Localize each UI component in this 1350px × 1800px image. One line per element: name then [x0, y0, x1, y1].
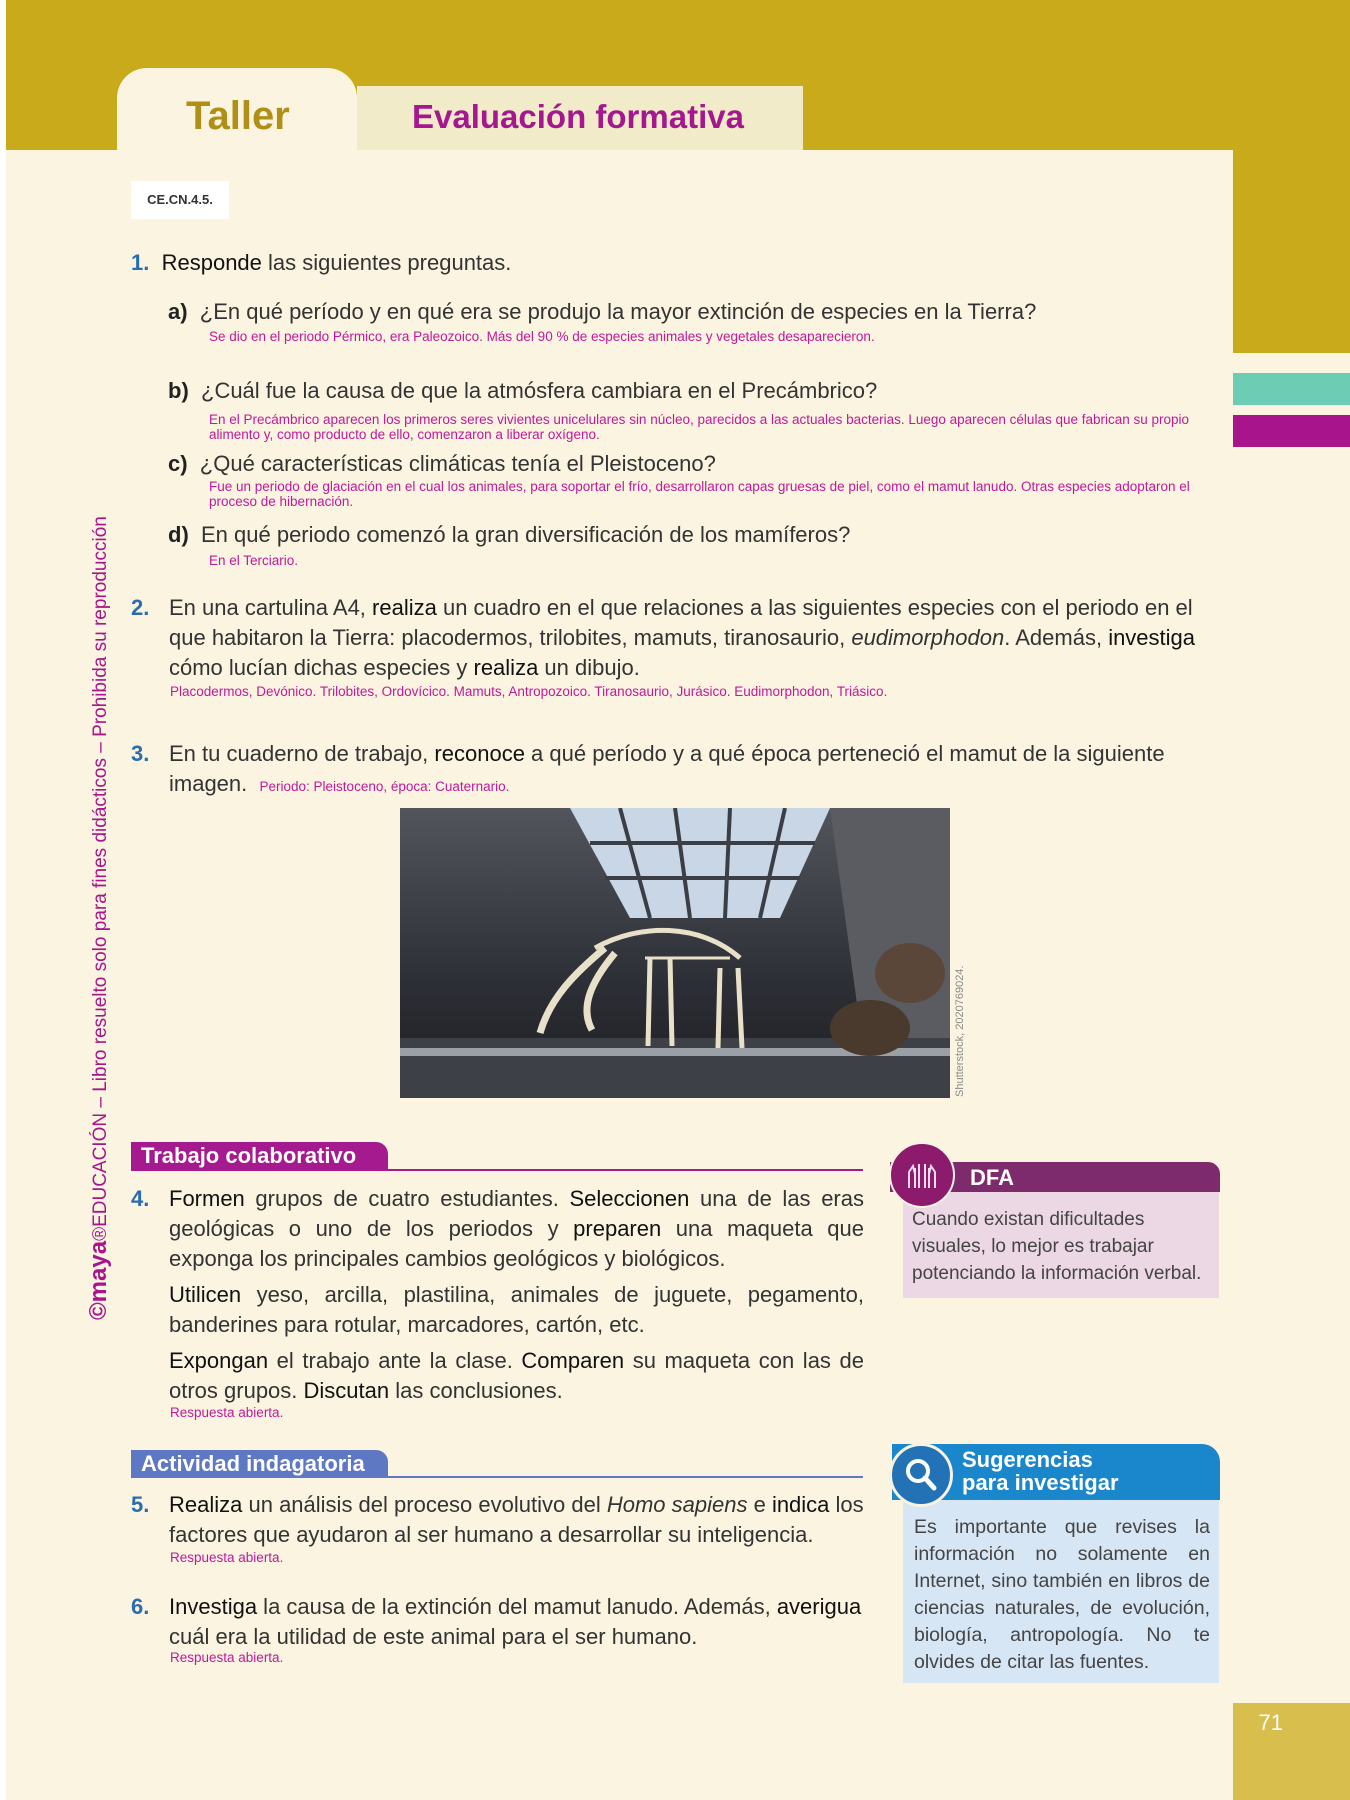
sugerencias-text: Es importante que revises la información no solamente en Internet, sino también en libros de ciencias naturales, de evolución, biología, antropología. No te olvides de citar las fuentes. [914, 1516, 1210, 1673]
magnifier-icon [889, 1443, 953, 1507]
tab-taller-label: Taller [186, 94, 290, 138]
sub-question: En qué periodo comenzó la gran diversificación de los mamíferos? [201, 522, 851, 547]
sugerencias-title-line2: para investigar [962, 1470, 1119, 1495]
q5-text: e [747, 1492, 772, 1517]
mammoth-photo [400, 808, 950, 1098]
question-number: 5. [131, 1492, 150, 1517]
question-1b [168, 376, 1068, 406]
section-indag-line [131, 1476, 863, 1478]
action-verb: Seleccionen [569, 1186, 690, 1211]
question-1a [168, 297, 1068, 327]
action-verb: Utilicen [169, 1282, 242, 1307]
photo-credit: Shutterstock, 2020769024. [954, 965, 966, 1097]
page-number: 71 [1258, 1710, 1283, 1735]
answer-1d: En el Terciario. [209, 553, 299, 568]
action-verb: averigua [776, 1594, 862, 1619]
q4-text: las conclusiones. [389, 1378, 563, 1403]
q4-text: el trabajo ante la clase. [268, 1348, 522, 1373]
sub-label: b) [168, 378, 189, 403]
question-4-p2 [169, 1280, 864, 1340]
question-number: 3. [131, 741, 150, 766]
sub-label: c) [168, 451, 188, 476]
q2-text-4: cómo lucían dichas especies y [169, 655, 474, 680]
brand-logo-text: ©maya [85, 1240, 112, 1320]
sub-question: ¿En qué período y en qué era se produjo la mayor extinción de especies en la Tierra? [199, 299, 1037, 324]
question-number: 4. [131, 1186, 150, 1211]
skylight [570, 808, 830, 918]
question-5 [169, 1490, 869, 1550]
q4-text: grupos de cuatro estudiantes. [244, 1186, 570, 1211]
question-6 [169, 1592, 869, 1652]
question-1d [168, 520, 1068, 550]
sub-question: ¿Cuál fue la causa de que la atmósfera cambiara en el Precámbrico? [201, 378, 878, 403]
action-verb: Realiza [169, 1492, 243, 1517]
section-indag-bar: Actividad indagatoria [131, 1450, 388, 1478]
q5-text: un análisis del proceso evolutivo del [242, 1492, 607, 1517]
tab-evaluacion [357, 86, 803, 150]
section-collab-line [131, 1169, 863, 1171]
species-name: Homo sapiens [606, 1492, 748, 1517]
q2-text-1: En una cartulina A4, [169, 595, 373, 620]
teal-tab-marker [1233, 373, 1350, 405]
dfa-text: Cuando existan dificultades visuales, lo mejor es trabajar potenciando la información verbal. [912, 1209, 1202, 1284]
action-verb: Responde [161, 250, 262, 275]
answer-1b: En el Precámbrico aparecen los primeros seres vivientes unicelulares sin núcleo, parecidos a las actuales bacterias. Luego aparecen células que fabrican su propio alimento y, como producto de ello, comenzaron a liberar oxígeno. [209, 412, 1190, 442]
species-name: eudimorphodon [851, 625, 1005, 650]
action-verb: Expongan [169, 1348, 269, 1373]
sub-label: a) [168, 299, 188, 324]
action-verb: realiza [473, 655, 539, 680]
question-2 [169, 593, 1209, 683]
action-verb: Investiga [169, 1594, 258, 1619]
q3-text-1: En tu cuaderno de trabajo, [169, 741, 435, 766]
answer-3: Periodo: Pleistoceno, época: Cuaternario. [259, 779, 510, 794]
q4-text: una de las eras geológicas o uno de los periodos y [169, 1186, 864, 1241]
q6-text: la causa de la extinción del mamut lanudo. Además, [257, 1594, 777, 1619]
dfa-title: DFA [970, 1165, 1014, 1190]
hands-icon [889, 1142, 955, 1208]
q4-text: una maqueta que exponga los principales cambios geológicos y biológicos. [169, 1216, 864, 1271]
question-1c [168, 449, 1068, 479]
q4-text: yeso, arcilla, plastilina, animales de juguete, pegamento, banderines para rotular, marcadores, cartón, etc. [169, 1282, 864, 1337]
question-number: 2. [131, 595, 150, 620]
tab-evaluacion-label: Evaluación formativa [412, 98, 744, 135]
question-1 [131, 248, 1031, 278]
mammoth-model-2 [875, 943, 945, 1003]
action-verb: investiga [1108, 625, 1196, 650]
q4-text: su maqueta con las de otros grupos. [169, 1348, 864, 1403]
mammoth-skeleton [540, 930, 742, 1048]
question-number: 1. [131, 250, 150, 275]
sub-label: d) [168, 522, 189, 547]
mammoth-illustration [400, 808, 950, 1098]
q2-text-5: un dibujo. [538, 655, 640, 680]
action-verb: Formen [169, 1186, 245, 1211]
question-text: las siguientes preguntas. [261, 250, 512, 275]
answer-2: Placodermos, Devónico. Trilobites, Ordovícico. Mamuts, Antropozoico. Tiranosaurio, Jurásico. Eudimorphodon, Triásico. [170, 684, 888, 699]
q2-text-3: . Además, [1004, 625, 1109, 650]
question-3 [169, 739, 1209, 799]
question-number: 6. [131, 1594, 150, 1619]
action-verb: indica [771, 1492, 830, 1517]
q3-text-2: a qué período y a qué época perteneció el mamut de la siguiente imagen. [169, 741, 1165, 796]
right-color-band [1233, 150, 1350, 353]
tab-taller [117, 68, 357, 150]
action-verb: Discutan [303, 1378, 390, 1403]
magenta-tab-marker [1233, 415, 1350, 447]
question-4-p3 [169, 1346, 864, 1406]
question-4-p1 [169, 1184, 864, 1274]
q6-text: cuál era la utilidad de este animal para el ser humano. [169, 1624, 698, 1649]
mammoth-model [830, 1000, 910, 1056]
section-collab-bar: Trabajo colaborativo [131, 1142, 388, 1170]
answer-1c: Fue un periodo de glaciación en el cual los animales, para soportar el frío, desarrollaron capas gruesas de piel, como el mamut lanudo. Otras especies adoptaron el proceso de hibernación. [209, 479, 1190, 509]
sugerencias-title-line1: Sugerencias [962, 1447, 1093, 1472]
action-verb: Comparen [521, 1348, 625, 1373]
sub-question: ¿Qué características climáticas tenía el Pleistoceno? [199, 451, 716, 476]
action-verb: preparen [573, 1216, 662, 1241]
answer-6: Respuesta abierta. [170, 1650, 284, 1665]
page-edge [0, 0, 6, 1800]
answer-4: Respuesta abierta. [170, 1405, 284, 1420]
action-verb: reconoce [434, 741, 525, 766]
q2-text-2: un cuadro en el que relaciones a las siguientes especies con el periodo en el que habitaron la Tierra: placodermos, trilobites, mamuts, tiranosaurio, [169, 595, 1193, 650]
answer-1a: Se dio en el periodo Pérmico, era Paleozoico. Más del 90 % de especies animales y vegetales desaparecieron. [209, 329, 875, 344]
copyright-text: ®EDUCACIÓN – Libro resuelto solo para fines didácticos – Prohibida su reproducción [90, 516, 111, 1241]
sugerencias-title [962, 1448, 1119, 1494]
vertical-copyright [82, 490, 116, 1320]
answer-5: Respuesta abierta. [170, 1550, 284, 1565]
q5-text: los factores que ayudaron al ser humano a desarrollar su inteligencia. [169, 1492, 864, 1547]
action-verb: realiza [372, 595, 437, 620]
curriculum-code: CE.CN.4.5. [131, 181, 229, 219]
